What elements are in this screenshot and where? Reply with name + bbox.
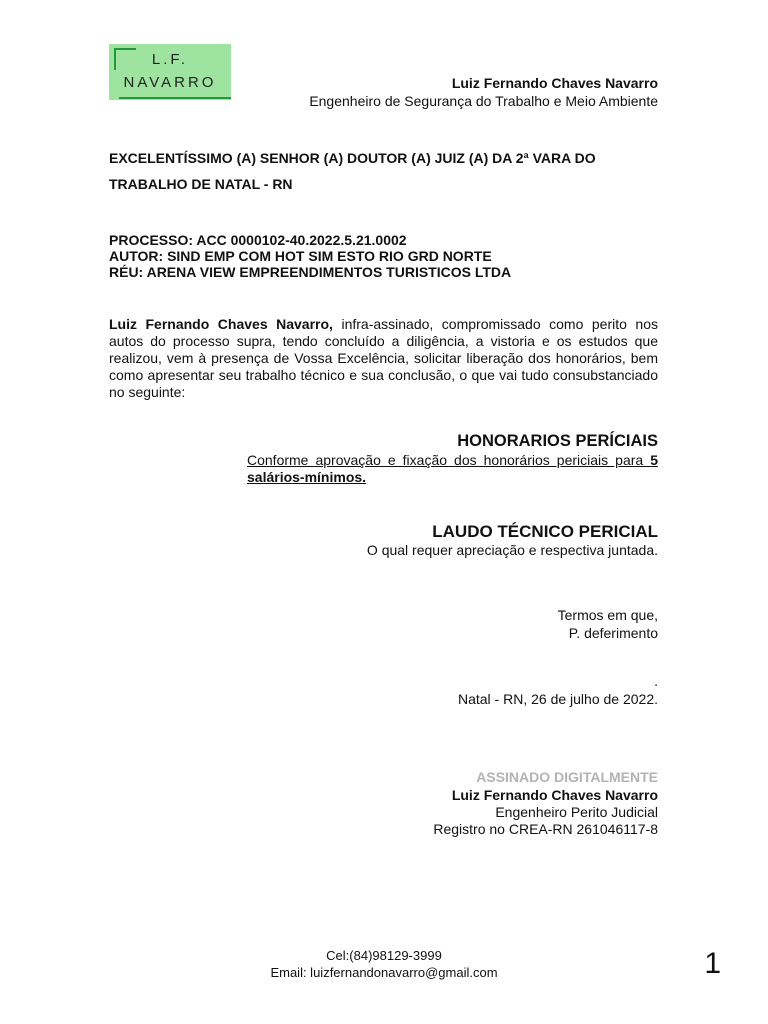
honorarios-text (247, 452, 658, 486)
body-name: Luiz Fernando Chaves Navarro, (109, 316, 333, 332)
closing-date: Natal - RN, 26 de julho de 2022. (457, 691, 658, 707)
signature-registry: Registro no CREA-RN 261046117-8 (433, 821, 658, 837)
header-role: Engenheiro de Segurança do Trabalho e Meio Ambiente (309, 93, 658, 109)
signature-role: Engenheiro Perito Judicial (495, 804, 658, 820)
logo-underline (119, 97, 231, 99)
footer-email: Email: luizfernandonavarro@gmail.com (270, 965, 498, 980)
logo-line2: NAVARRO (123, 74, 217, 91)
process-author: AUTOR: SIND EMP COM HOT SIM ESTO RIO GRD NORTE (109, 248, 492, 264)
signature-stamp: ASSINADO DIGITALMENTE (476, 769, 658, 785)
process-defendant: RÉU: ARENA VIEW EMPREENDIMENTOS TURISTICOS LTDA (109, 264, 512, 280)
honorarios-title: HONORARIOS PERÍCIAIS (457, 432, 658, 450)
logo (109, 44, 231, 100)
address-block (109, 145, 661, 197)
honorarios-value: 5 salários-mínimos. (247, 452, 658, 485)
closing-dot: . (654, 673, 658, 689)
address-line2: TRABALHO DE NATAL - RN (109, 176, 293, 192)
logo-line1: L.F. (151, 51, 189, 68)
process-number: PROCESSO: ACC 0000102-40.2022.5.21.0002 (109, 232, 407, 248)
logo-corner-horizontal (114, 48, 136, 50)
laudo-subtitle: O qual requer apreciação e respectiva juntada. (366, 542, 658, 558)
body-paragraph (109, 316, 658, 401)
signature-name: Luiz Fernando Chaves Navarro (451, 787, 658, 803)
closing-line2: P. deferimento (568, 625, 658, 641)
process-block (109, 232, 669, 280)
laudo-title: LAUDO TÉCNICO PERICIAL (432, 522, 658, 541)
closing-line1: Termos em que, (557, 607, 658, 623)
address-line1: EXCELENTÍSSIMO (A) SENHOR (A) DOUTOR (A) JUIZ (A) DA 2ª VARA DO (109, 150, 596, 166)
honorarios-body: Conforme aprovação e fixação dos honorários periciais para (247, 452, 651, 468)
header-name: Luiz Fernando Chaves Navarro (451, 75, 658, 91)
footer-phone: Cel:(84)98129-3999 (326, 948, 442, 963)
body-text: infra-assinado, compromissado como perito nos autos do processo supra, tendo concluído a diligência, a vistoria e os estudos que realizou, vem à presença de Vossa Excelência, solicitar liberação dos honorários, bem como apresentar seu trabalho técnico e sua conclusão, o que vai tudo consubstanciado no seguinte: (109, 316, 658, 400)
page-number: 1 (704, 947, 721, 980)
